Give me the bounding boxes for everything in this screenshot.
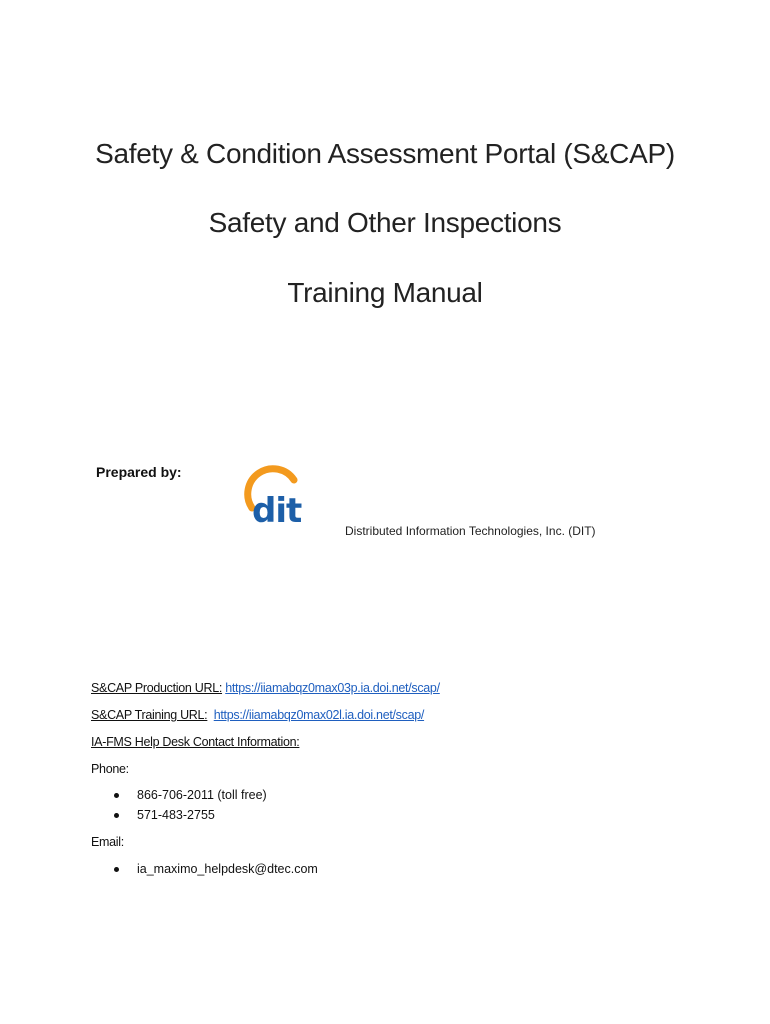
phone-label: Phone:: [91, 762, 129, 776]
dit-logo: [238, 462, 322, 532]
helpdesk-heading-row: [91, 735, 299, 749]
list-item: [110, 805, 267, 825]
training-url-label: S&CAP Training URL:: [91, 708, 208, 722]
document-title: Safety & Condition Assessment Portal (S&CAP): [95, 138, 675, 169]
company-name: Distributed Information Technologies, Inc. (DIT): [345, 524, 596, 538]
phone-number: 571-483-2755: [137, 808, 215, 822]
email-list: [110, 859, 318, 879]
helpdesk-heading: IA-FMS Help Desk Contact Information:: [91, 735, 300, 749]
training-url-row: [91, 708, 424, 722]
prepared-by-label: Prepared by:: [96, 464, 182, 480]
production-url-label: S&CAP Production URL:: [91, 681, 223, 695]
document-subtitle: Safety and Other Inspections: [208, 207, 562, 238]
training-url-link[interactable]: https://iiamabqz0max02l.ia.doi.net/scap/: [213, 708, 425, 722]
phone-list: [110, 785, 267, 825]
email-address: ia_maximo_helpdesk@dtec.com: [137, 862, 318, 876]
bullet-icon: [114, 793, 119, 798]
logo-wordmark: dit: [252, 491, 302, 531]
phone-number: 866-706-2011 (toll free): [137, 788, 267, 802]
list-item: [110, 859, 318, 879]
list-item: [110, 785, 267, 805]
production-url-row: [91, 681, 440, 695]
document-type: Training Manual: [287, 277, 483, 308]
email-label: Email:: [91, 835, 124, 849]
bullet-icon: [114, 813, 119, 818]
production-url-link[interactable]: https://iiamabqz0max03p.ia.doi.net/scap/: [225, 681, 440, 695]
bullet-icon: [114, 867, 119, 872]
